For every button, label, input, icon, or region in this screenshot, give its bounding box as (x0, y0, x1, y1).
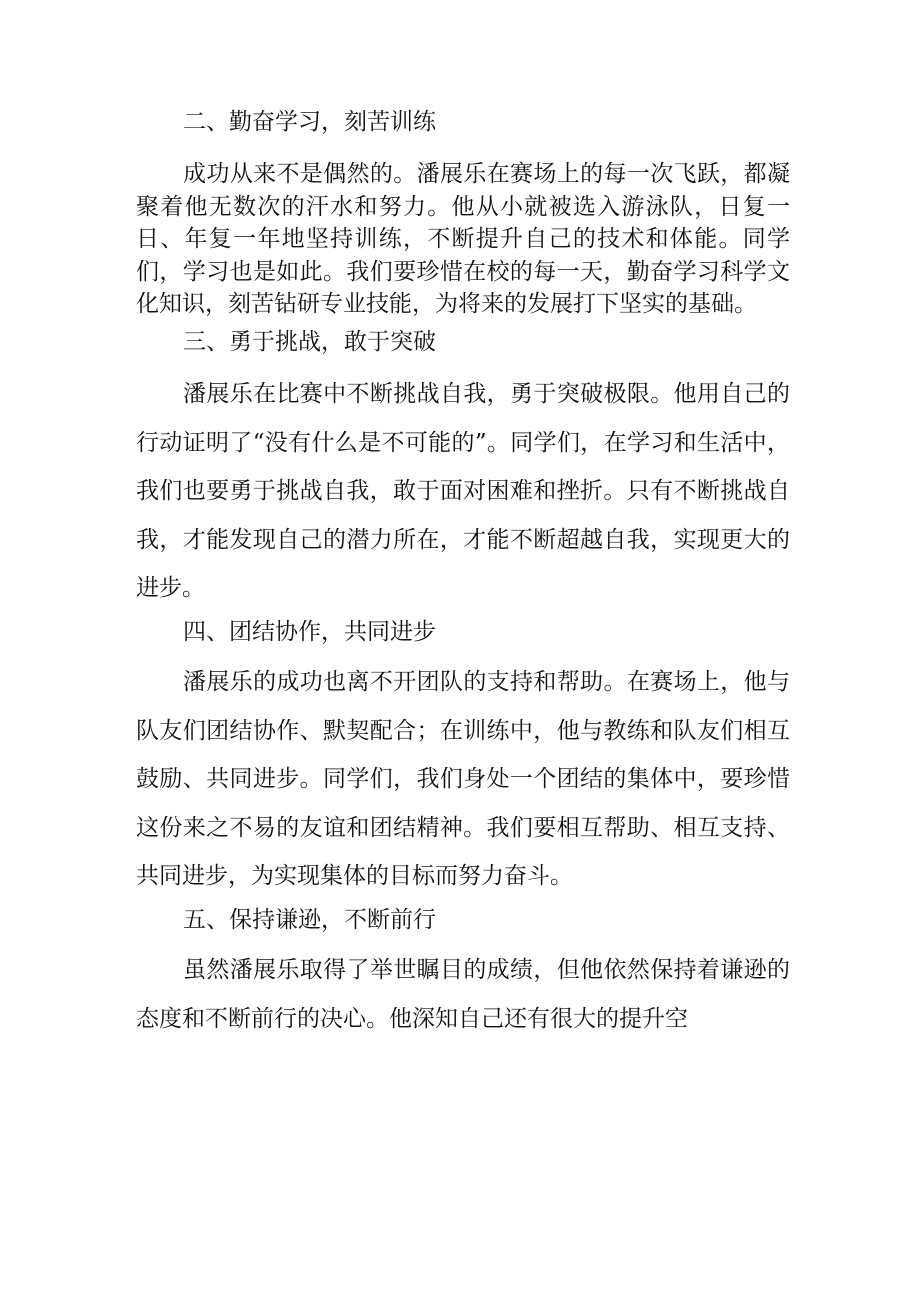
section-heading-3: 三、勇于挑战，敢于突破 (183, 329, 436, 355)
section-paragraph-4: 潘展乐的成功也离不开团队的支持和帮助。在赛场上，他与队友们团结协作、默契配合；在训练中，他与教练和队友们相互鼓励、共同进步。同学们，我们身处一个团结的集体中，要珍惜这份来之不易的友谊和团结精神。我们要相互帮助、相互支持、共同进步，为实现集体的目标而努力奋斗。 (136, 669, 790, 889)
section-heading-5: 五、保持谦逊，不断前行 (183, 907, 436, 933)
section-paragraph-2: 成功从来不是偶然的。潘展乐在赛场上的每一次飞跃，都凝聚着他无数次的汗水和努力。他从小就被选入游泳队，日复一日、年复一年地坚持训练，不断提升自己的技术和体能。同学们，学习也是如此。我们要珍惜在校的每一天，勤奋学习科学文化知识，刻苦钻研专业技能，为将来的发展打下坚实的基础。 (136, 161, 790, 317)
section-paragraph-5: 虽然潘展乐取得了举世瞩目的成绩，但他依然保持着谦逊的态度和不断前行的决心。他深知自己还有很大的提升空 (136, 957, 790, 1032)
section-heading-4: 四、团结协作，共同进步 (183, 619, 436, 645)
section-heading-2: 二、勤奋学习，刻苦训练 (183, 109, 436, 135)
section-paragraph-3: 潘展乐在比赛中不断挑战自我，勇于突破极限。他用自己的行动证明了“没有什么是不可能的”。同学们，在学习和生活中，我们也要勇于挑战自我，敢于面对困难和挫折。只有不断挑战自我，才能发现自己的潜力所在，才能不断超越自我，实现更大的进步。 (136, 381, 790, 601)
